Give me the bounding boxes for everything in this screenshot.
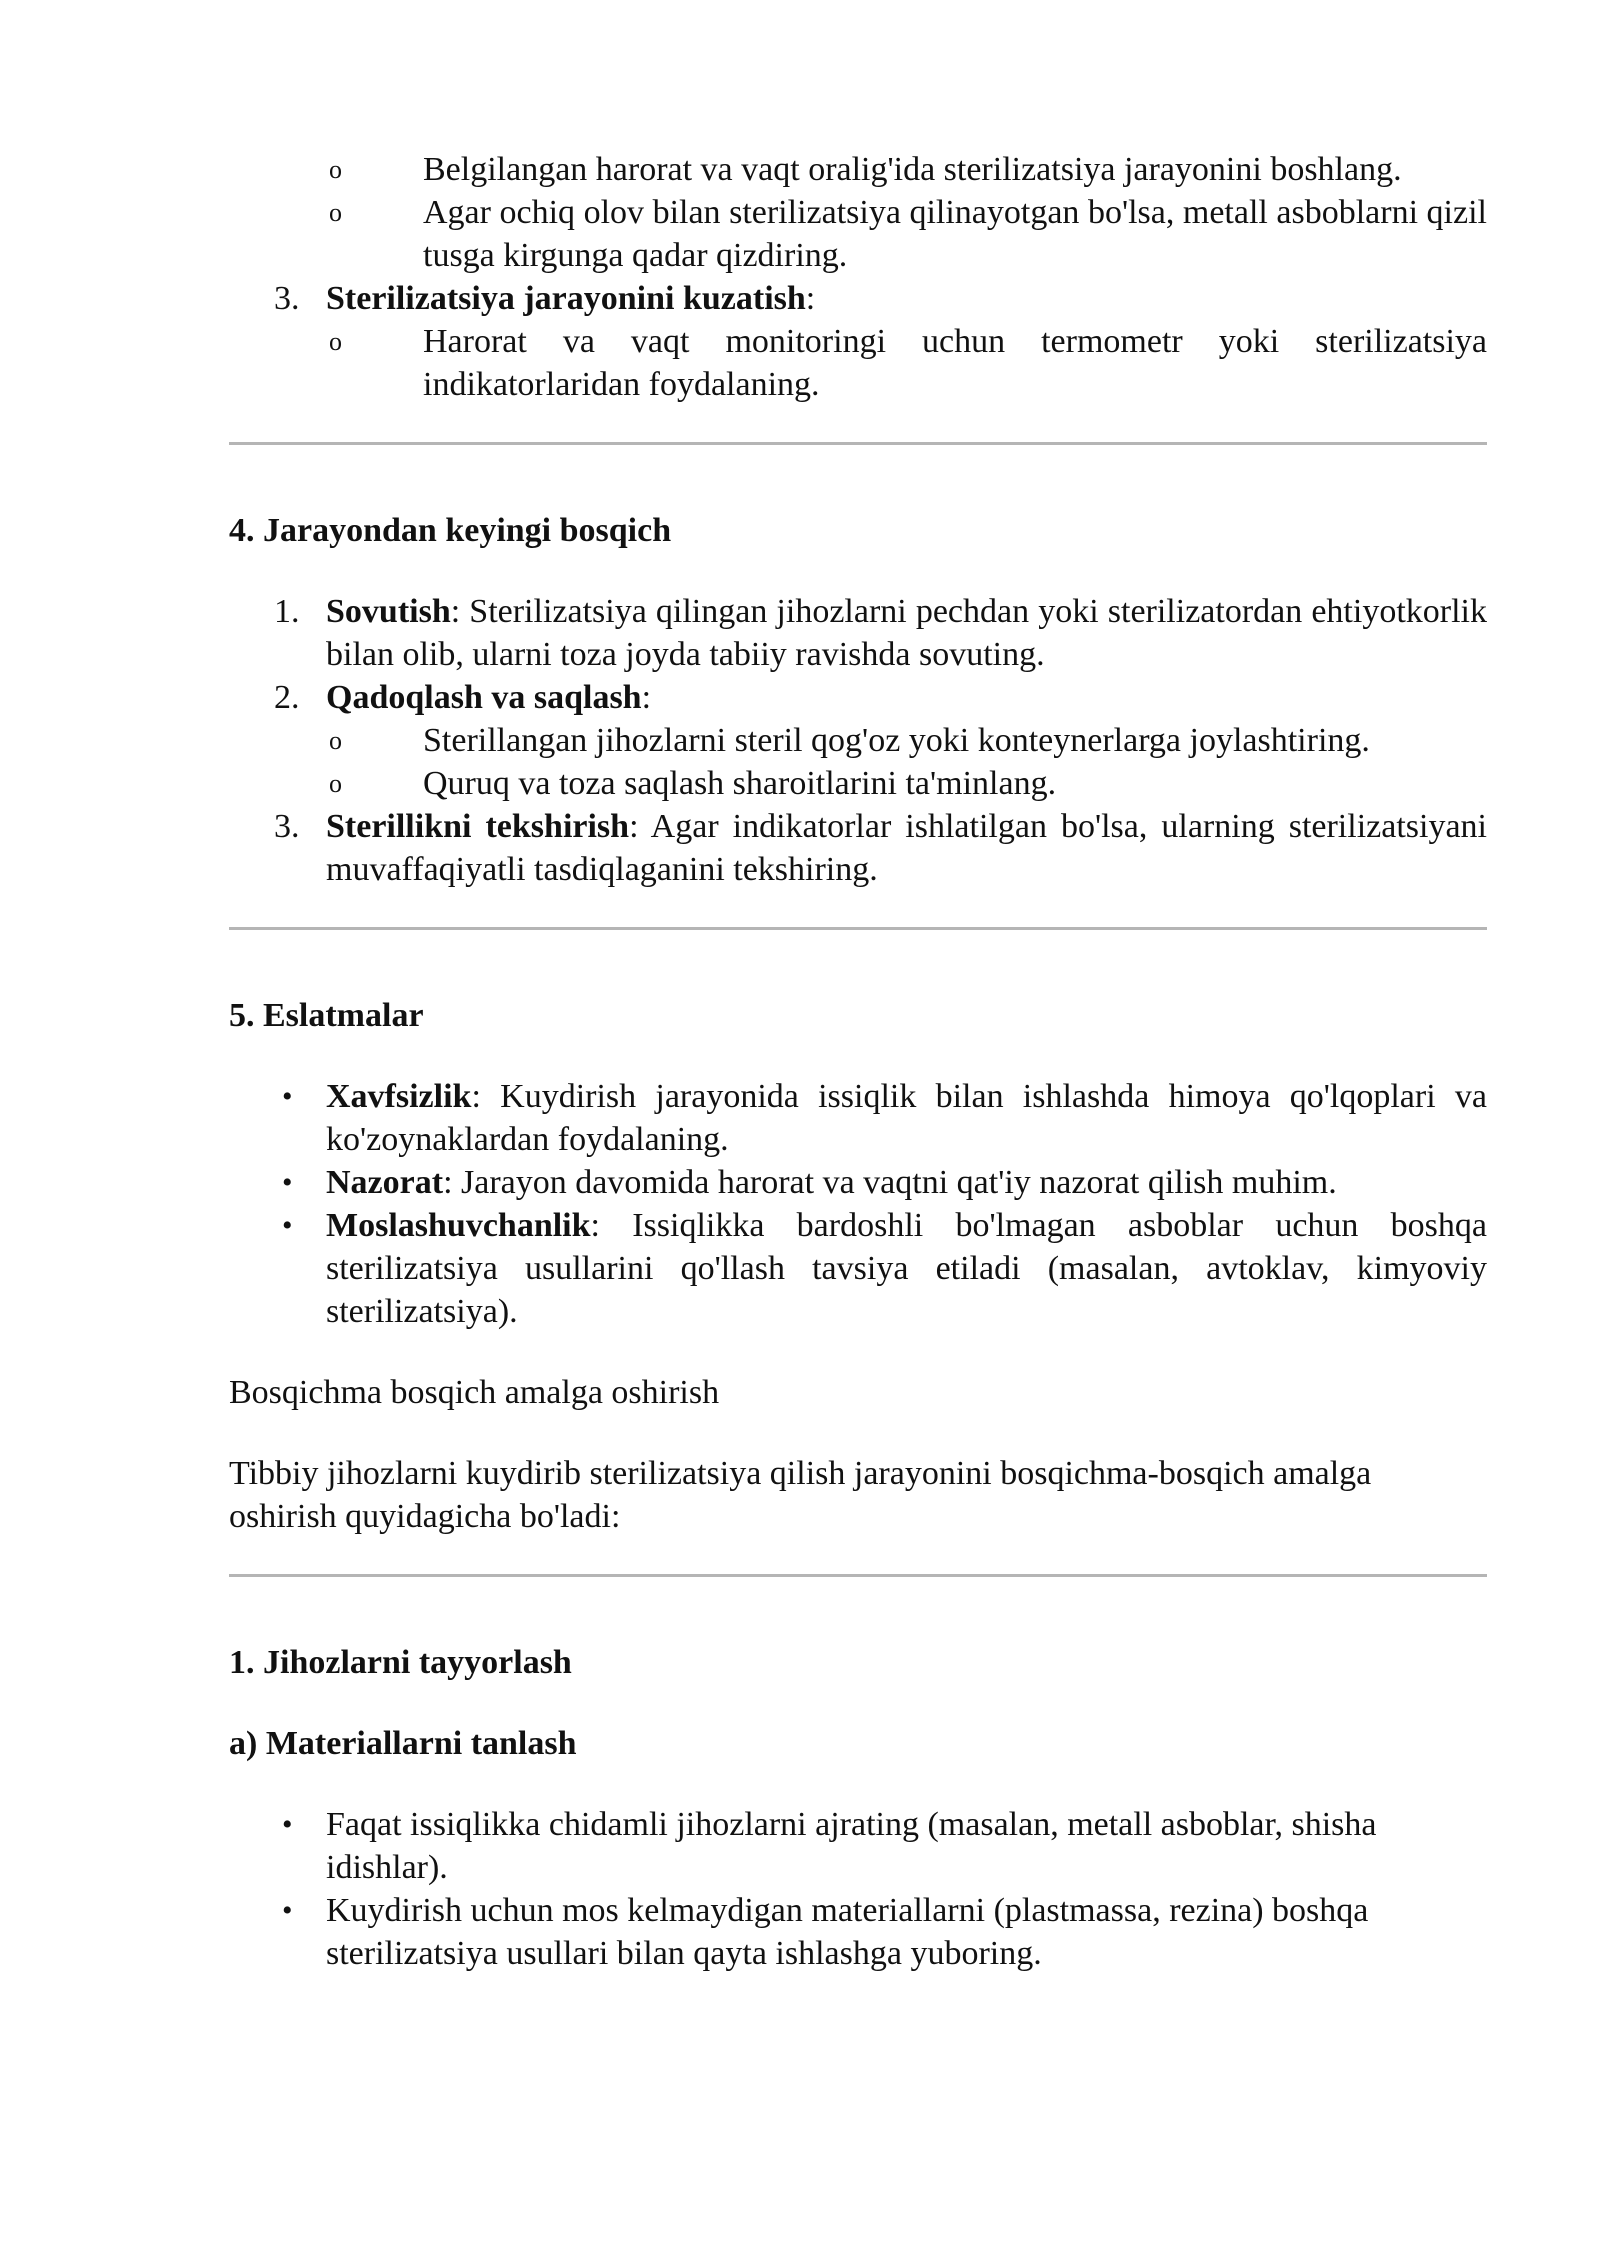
bullet: • <box>282 1808 293 1841</box>
sub-bullet: o <box>329 198 342 227</box>
item-text: : Issiqlikka bardoshli bo'lmagan asboblar uchun boshqa sterilizatsiya usullarini qo'llash tavsiya etiladi (masalan, avtoklav, kimyoviy sterilizatsiya). <box>326 1207 1487 1330</box>
item-text: : <box>641 679 652 716</box>
document-page <box>229 148 1487 1975</box>
bullet-item <box>229 1803 1487 1889</box>
numbered-item <box>229 277 1487 320</box>
item-number: 1. <box>274 593 300 630</box>
item-text: : Kuydirish jarayonida issiqlik bilan ishlashda himoya qo'lqoplari va ko'zoynaklardan foydalaning. <box>326 1078 1487 1158</box>
item-punct: : <box>805 280 816 317</box>
sub-item-text: Harorat va vaqt monitoringi uchun termometr yoki sterilizatsiya indikatorlaridan foydalaning. <box>423 323 1487 403</box>
item-title: Sovutish <box>326 593 451 630</box>
bullet-item <box>229 1889 1487 1975</box>
item-number: 3. <box>274 808 300 845</box>
item-title: Nazorat <box>326 1164 444 1201</box>
bullet: • <box>282 1166 293 1199</box>
section-heading: 1. Jihozlarni tayyorlash <box>229 1644 572 1681</box>
item-text: : Jarayon davomida harorat va vaqtni qat'iy nazorat qilish muhim. <box>443 1164 1337 1201</box>
item-title: Sterilizatsiya jarayonini kuzatish <box>326 280 806 317</box>
item-title: Sterillikni tekshirish <box>326 808 630 845</box>
item-text: Kuydirish uchun mos kelmaydigan materiallarni (plastmassa, rezina) boshqa sterilizatsiya usullari bilan qayta ishlashga yuboring. <box>326 1892 1369 1972</box>
bullet: • <box>282 1209 293 1242</box>
sub-list-item <box>229 320 1487 406</box>
sub-bullet: o <box>329 155 342 184</box>
sub-bullet: o <box>329 327 342 356</box>
sub-list-item <box>229 148 1487 191</box>
item-text: Faqat issiqlikka chidamli jihozlarni ajrating (masalan, metall asboblar, shisha idishlar). <box>326 1806 1377 1886</box>
item-title: Qadoqlash va saqlash <box>326 679 642 716</box>
sub-list-item <box>229 762 1487 805</box>
subsection-heading: a) Materiallarni tanlash <box>229 1725 577 1762</box>
paragraph: Bosqichma bosqich amalga oshirish <box>229 1374 720 1411</box>
sub-list-item <box>229 191 1487 277</box>
sub-bullet: o <box>329 769 342 798</box>
section-heading: 5. Eslatmalar <box>229 997 424 1034</box>
item-text: : Agar indikatorlar ishlatilgan bo'lsa, ularning sterilizatsiyani muvaffaqiyatli tasdiqlaganini tekshiring. <box>326 808 1487 888</box>
section-heading: 4. Jarayondan keyingi bosqich <box>229 512 672 549</box>
item-number: 2. <box>274 679 300 716</box>
sub-bullet: o <box>329 726 342 755</box>
numbered-item <box>229 805 1487 891</box>
sub-item-text: Quruq va toza saqlash sharoitlarini ta'minlang. <box>423 765 1057 802</box>
sub-item-text: Agar ochiq olov bilan sterilizatsiya qilinayotgan bo'lsa, metall asboblarni qizil tusga kirgunga qadar qizdiring. <box>423 194 1487 274</box>
item-title: Moslashuvchanlik <box>326 1207 591 1244</box>
paragraph: Tibbiy jihozlarni kuydirib sterilizatsiya qilish jarayonini bosqichma-bosqich amalga oshirish quyidagicha bo'ladi: <box>229 1455 1372 1535</box>
item-title: Xavfsizlik <box>326 1078 472 1115</box>
item-number: 3. <box>274 280 300 317</box>
bullet: • <box>282 1894 293 1927</box>
bullet: • <box>282 1080 293 1113</box>
numbered-item <box>229 676 1487 719</box>
bullet-item <box>229 1075 1487 1161</box>
bullet-item <box>229 1204 1487 1333</box>
sub-item-text: Sterillangan jihozlarni steril qog'oz yoki konteynerlarga joylashtiring. <box>423 722 1370 759</box>
sub-list-item <box>229 719 1487 762</box>
sub-item-text: Belgilangan harorat va vaqt oralig'ida sterilizatsiya jarayonini boshlang. <box>423 151 1402 188</box>
bullet-item <box>229 1161 1487 1204</box>
numbered-item <box>229 590 1487 676</box>
item-text: : Sterilizatsiya qilingan jihozlarni pechdan yoki sterilizatordan ehtiyotkorlik bilan olib, ularni toza joyda tabiiy ravishda sovuting. <box>326 593 1487 673</box>
